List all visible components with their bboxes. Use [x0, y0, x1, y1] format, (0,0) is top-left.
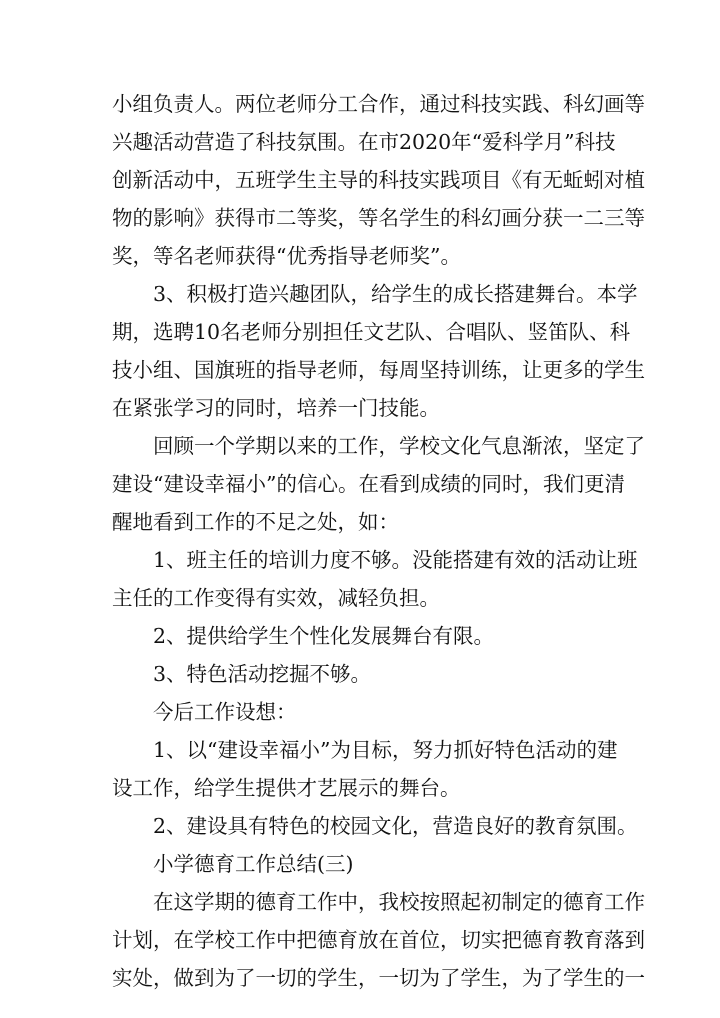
text-line: 2、提供给学生个性化发展舞台有限。 [153, 624, 495, 648]
text-line: 2、建设具有特色的校园文化，营造良好的教育氛围。 [153, 814, 638, 838]
text-line: 实处，做到为了一切的学生，一切为了学生，为了学生的一 [112, 966, 645, 990]
text-line: 今后工作设想： [153, 700, 297, 724]
section-heading: 小学德育工作总结(三) [153, 852, 354, 876]
text-line: 在紧张学习的同时，培养一门技能。 [112, 396, 440, 420]
text-line: 兴趣活动营造了科技氛围。在市2020年“爱科学月”科技 [112, 130, 616, 154]
text-line: 回顾一个学期以来的工作，学校文化气息渐浓，坚定了 [153, 434, 645, 458]
text-line: 3、特色活动挖掘不够。 [153, 662, 372, 686]
text-line: 计划，在学校工作中把德育放在首位，切实把德育教育落到 [112, 928, 645, 952]
text-line: 主任的工作变得有实效，减轻负担。 [112, 586, 440, 610]
text-line: 设工作，给学生提供才艺展示的舞台。 [112, 776, 461, 800]
text-line: 期，选聘10名老师分别担任文艺队、合唱队、竖笛队、科 [112, 320, 631, 344]
text-line: 创新活动中，五班学生主导的科技实践项目《有无蚯蚓对植 [112, 168, 645, 192]
text-line: 建设“建设幸福小”的信心。在看到成绩的同时，我们更清 [112, 472, 625, 496]
text-line: 奖，等名老师获得“优秀指导老师奖”。 [112, 244, 461, 268]
text-line: 1、班主任的培训力度不够。没能搭建有效的活动让班 [153, 548, 638, 572]
text-line: 在这学期的德育工作中，我校按照起初制定的德育工作 [153, 890, 645, 914]
text-line: 醒地看到工作的不足之处，如： [112, 510, 399, 534]
text-line: 物的影响》获得市二等奖，等名学生的科幻画分获一二三等 [112, 206, 645, 230]
text-line: 技小组、国旗班的指导老师，每周坚持训练，让更多的学生 [112, 358, 645, 382]
text-line: 3、积极打造兴趣团队，给学生的成长搭建舞台。本学 [153, 282, 638, 306]
text-line: 1、以“建设幸福小”为目标，努力抓好特色活动的建 [153, 738, 618, 762]
text-line: 小组负责人。两位老师分工合作，通过科技实践、科幻画等 [112, 92, 645, 116]
